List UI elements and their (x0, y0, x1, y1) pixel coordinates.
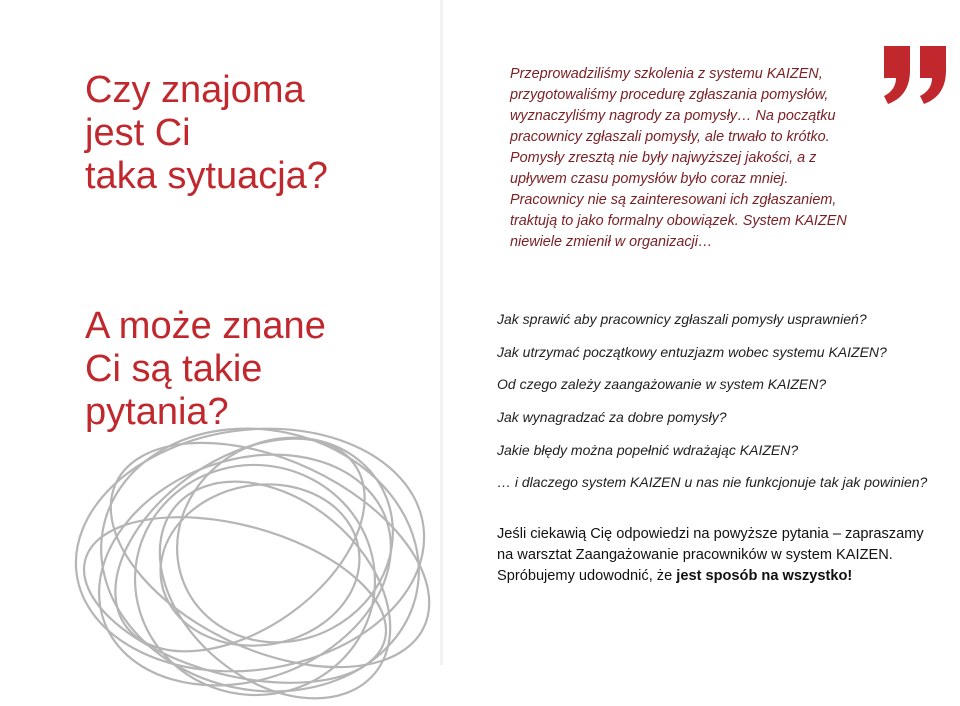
question-item: Jak utrzymać początkowy entuzjazm wobec systemu KAIZEN? (497, 343, 887, 360)
story-line: traktują to jako formalny obowiązek. System KAIZEN (510, 213, 847, 229)
story-line: Przeprowadziliśmy szkolenia z systemu KAIZEN, (510, 66, 823, 82)
question-item: Jak wynagradzać za dobre pomysły? (497, 409, 727, 426)
story-line: niewiele zmienił w organizacji… (510, 234, 713, 250)
invitation-text: Spróbujemy udowodnić, że (497, 568, 677, 584)
workshop-invitation (497, 524, 924, 587)
story-line: pracownicy zgłaszali pomysły, ale trwało to krótko. (510, 129, 830, 145)
heading-line: taka sytuacja? (85, 155, 328, 197)
questions-list (497, 309, 927, 505)
question-item: … i dlaczego system KAIZEN u nas nie funkcjonuje tak jak powinien? (497, 474, 928, 491)
scribble-loop (77, 395, 404, 695)
story-line: wyznaczyliśmy nagrody za pomysły… Na początku (510, 108, 836, 124)
heading-line: jest Ci (85, 112, 191, 154)
heading-familiar-questions (85, 305, 326, 434)
story-line: Pomysły zresztą nie były najwyższej jakości, a z (510, 150, 817, 166)
heading-line: Ci są takie (85, 348, 263, 390)
heading-line: pytania? (85, 391, 229, 433)
question-item: Od czego zależy zaangażowanie w system KAIZEN? (497, 376, 827, 393)
invitation-line: na warsztat Zaangażowanie pracowników w system KAIZEN. (497, 547, 893, 563)
invitation-line: Jeśli ciekawią Cię odpowiedzi na powyższe pytania – zapraszamy (497, 526, 924, 542)
invitation-emphasis: jest sposób na wszystko! (676, 568, 853, 584)
question-item: Jak sprawić aby pracownicy zgłaszali pomysły usprawnień? (497, 311, 867, 327)
story-paragraph (510, 64, 890, 253)
story-line: przygotowaliśmy procedurę zgłaszania pomysłów, (510, 87, 829, 103)
story-line: Pracownicy nie są zainteresowani ich zgłaszaniem, (510, 192, 837, 208)
heading-familiar-situation (85, 69, 328, 198)
story-line: upływem czasu pomysłów było coraz mniej. (510, 171, 789, 187)
heading-line: Czy znajoma (85, 69, 305, 111)
invitation-line (497, 566, 924, 587)
heading-line: A może znane (85, 305, 326, 347)
question-item: Jakie błędy można popełnić wdrażając KAIZEN? (497, 441, 799, 458)
